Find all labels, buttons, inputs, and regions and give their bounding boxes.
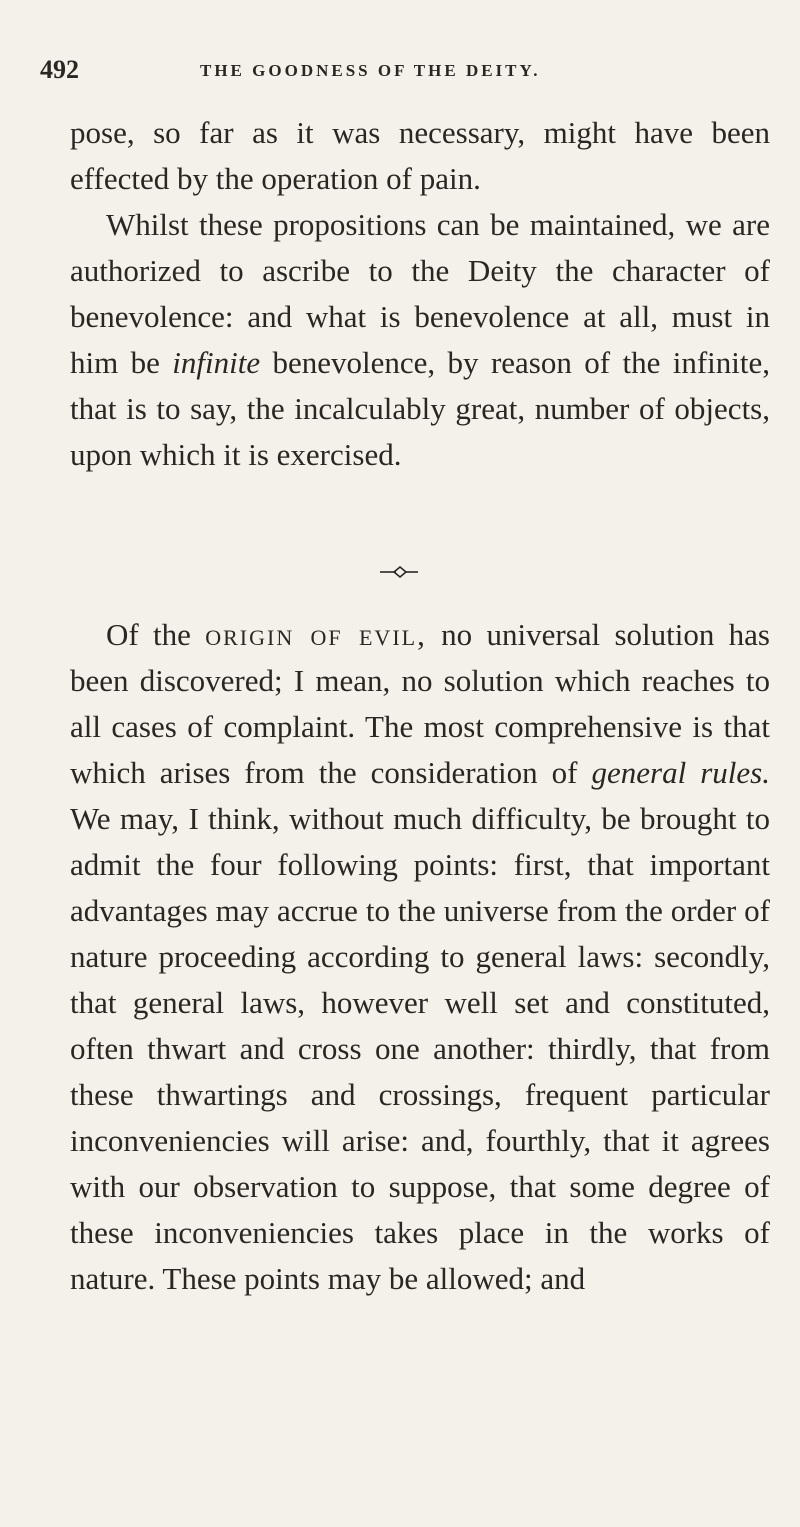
paragraph-continuation: pose, so far as it was necessary, might have been effected by the operation of pain.	[70, 115, 770, 196]
text-run: We may, I think, without much difficulty, be brought to admit the four following points: first, that important advantages may accrue to the universe from the order of nature proceeding according to general laws: secondly, that general laws, however well set and constituted, often thwart and cross one another: thirdly, that from these thwartings and crossings, frequent particular inconveniencies will arise: and, fourthly, that it agrees with our observation to suppose, that some degree of these inconveniencies takes place in the works of nature. These points may be allowed; and	[70, 801, 770, 1296]
paragraph-benevolence	[70, 110, 770, 478]
paragraph-whilst	[70, 202, 770, 478]
text-run: no universal solution has been discovered; I mean, no solution which reaches to all cases of complaint. The most comprehensive is that which arises from the consideration of	[70, 617, 770, 790]
page-number: 492	[40, 55, 79, 84]
text-run: Of the	[106, 617, 206, 652]
text-run: benevolence, by reason of the infinite, that is to say, the incalculably great, number of objects, upon which it is exercised.	[70, 345, 770, 472]
text-run: Whilst these propositions can be maintained, we are authorized to ascribe to the Deity the character of benevolence: and what is benevolence at all, must in him be	[70, 207, 770, 380]
paragraph-origin-body	[70, 612, 770, 1302]
section-ornament-icon	[360, 562, 440, 582]
italic-infinite: infinite	[172, 345, 261, 380]
small-caps-origin-of-evil: origin of evil,	[205, 617, 427, 652]
paragraph-origin-of-evil	[70, 612, 770, 1302]
italic-general-rules: general rules.	[591, 755, 770, 790]
running-head: THE GOODNESS OF THE DEITY.	[200, 61, 541, 80]
page-header	[40, 55, 760, 95]
